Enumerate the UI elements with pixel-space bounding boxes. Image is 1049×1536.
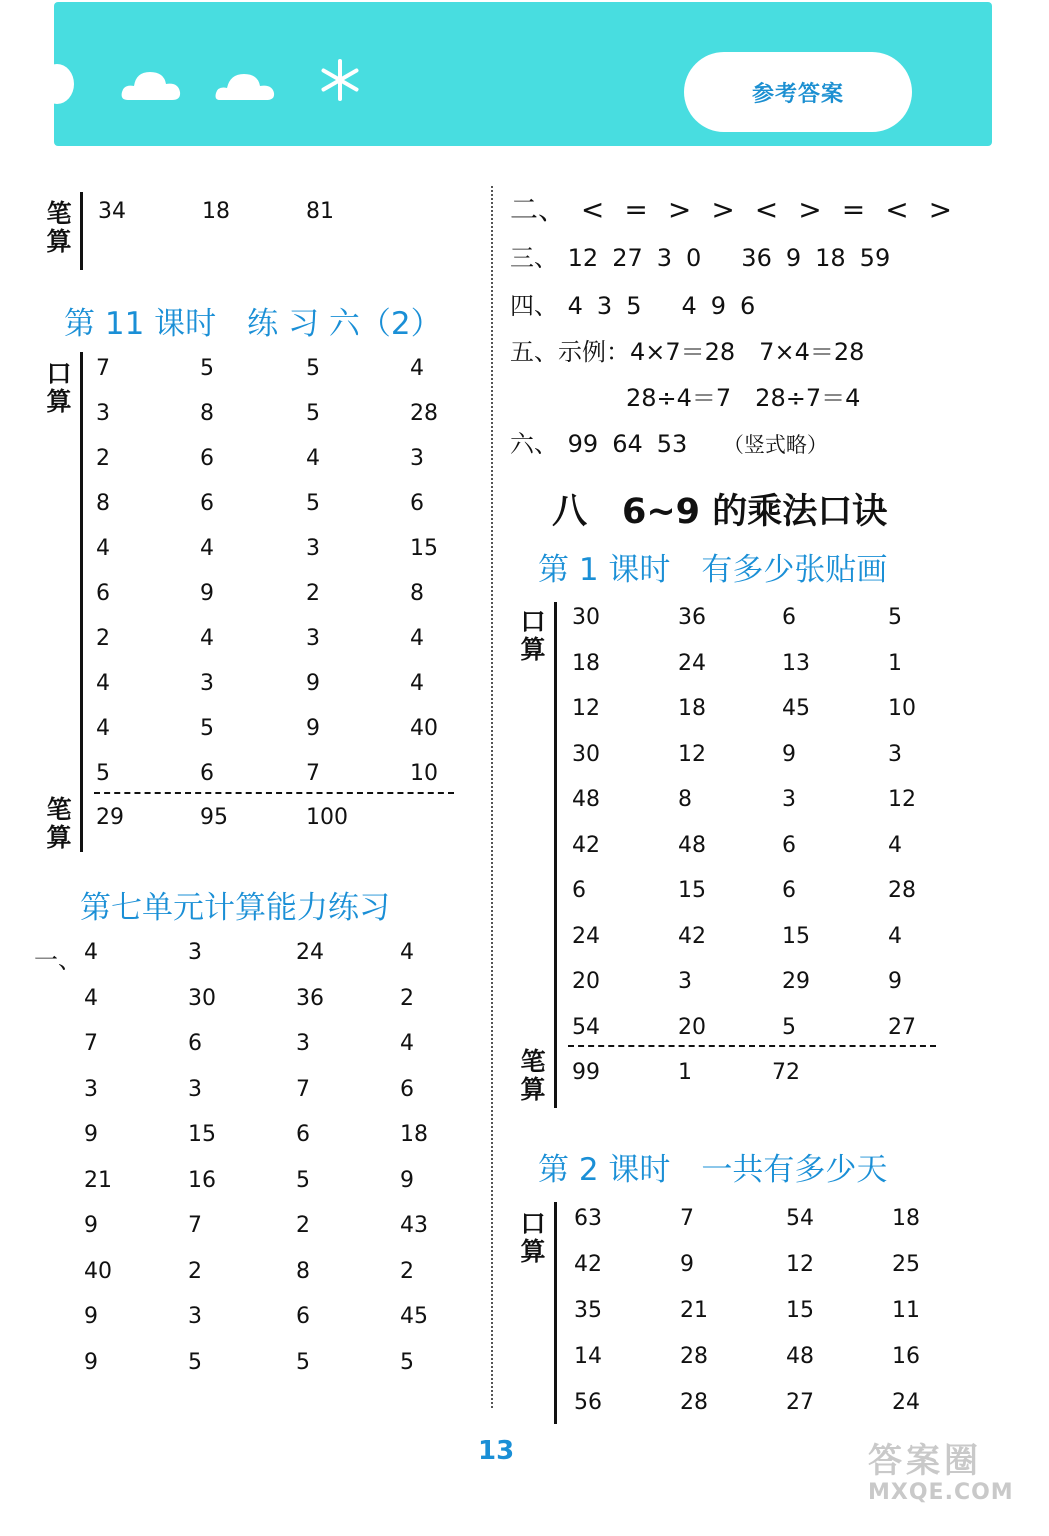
value-cell: 42: [678, 923, 706, 949]
value-cell: 4: [410, 671, 424, 696]
cloud-icon: [212, 66, 278, 106]
value-cell: 21: [680, 1298, 708, 1323]
lesson-2-title: 第 2 课时 一共有多少天: [538, 1152, 888, 1188]
bisuan-label: 笔算: [46, 199, 72, 256]
value-cell: 99: [572, 1060, 600, 1085]
value-cell: 4: [410, 356, 424, 381]
value-cell: 8: [410, 581, 424, 606]
value-cell: 18: [202, 199, 230, 224]
lesson-11-title: 第 11 课时 练 习 六（2）: [64, 306, 442, 342]
value-cell: 5: [188, 1349, 202, 1375]
value-cell: 20: [678, 1014, 706, 1040]
answer-values: [568, 430, 702, 458]
value-cell: 3: [678, 969, 692, 994]
label-bar: [554, 602, 557, 1108]
value-cell: 3: [888, 741, 902, 767]
value-cell: 2: [400, 1258, 414, 1284]
value-cell: 9: [84, 1349, 98, 1375]
value-cell: 10: [888, 696, 916, 721]
value-cell: 27: [786, 1390, 814, 1415]
value-cell: 9: [888, 969, 902, 994]
value-cell: 48: [572, 787, 600, 812]
value-cell: 8: [678, 787, 692, 812]
value-cell: 11: [892, 1298, 920, 1323]
value-cell: 9: [306, 671, 320, 696]
value-cell: 7: [188, 1213, 202, 1238]
answer-item: <: [754, 193, 779, 226]
answer-item: 18: [815, 244, 846, 272]
value-cell: 28: [680, 1390, 708, 1415]
answer-si: [510, 286, 769, 321]
value-cell: 72: [772, 1060, 800, 1085]
page-number: 13: [478, 1436, 515, 1466]
value-cell: 4: [96, 536, 110, 561]
value-cell: 28: [410, 401, 438, 426]
value-cell: 8: [200, 401, 214, 426]
value-cell: 13: [782, 650, 810, 676]
value-cell: 29: [782, 969, 810, 994]
value-cell: 24: [892, 1390, 920, 1415]
value-cell: 30: [572, 605, 600, 630]
answer-item: 3: [596, 292, 613, 320]
value-cell: 3: [296, 1031, 310, 1056]
value-cell: 9: [782, 741, 796, 767]
chapter-title: 八 6~9 的乘法口诀: [552, 492, 888, 532]
value-cell: 8: [96, 491, 110, 516]
answer-values: [568, 244, 891, 272]
banner-notch: [40, 64, 74, 104]
value-cell: 16: [892, 1344, 920, 1369]
value-cell: 18: [572, 650, 600, 676]
value-cell: 4: [400, 940, 414, 965]
value-cell: 4: [888, 923, 902, 949]
value-cell: 30: [572, 741, 600, 767]
value-cell: 4: [400, 1031, 414, 1056]
value-cell: 4: [96, 716, 110, 741]
value-cell: 15: [410, 536, 438, 561]
value-cell: 6: [782, 832, 796, 858]
value-cell: 81: [306, 199, 334, 224]
value-cell: 29: [96, 805, 124, 830]
value-cell: 5: [200, 716, 214, 741]
value-cell: 9: [84, 1213, 98, 1238]
question-prefix: 二、: [510, 193, 567, 226]
value-cell: 3: [188, 1304, 202, 1329]
value-cell: 1: [888, 650, 902, 676]
value-cell: 5: [96, 761, 110, 786]
value-cell: 2: [96, 626, 110, 651]
value-cell: 48: [786, 1344, 814, 1369]
answer-item: 6: [740, 292, 756, 320]
value-cell: 15: [678, 878, 706, 903]
value-cell: 4: [200, 626, 214, 651]
value-cell: 30: [188, 985, 216, 1011]
answer-item: =: [841, 193, 866, 226]
value-cell: 4: [200, 536, 214, 561]
value-cell: 2: [296, 1213, 310, 1238]
label-bar: [80, 352, 83, 852]
value-cell: 5: [306, 491, 320, 516]
value-cell: 42: [572, 832, 600, 858]
value-cell: 35: [574, 1298, 602, 1323]
value-cell: 18: [892, 1206, 920, 1231]
answer-item: 59: [859, 244, 891, 272]
answer-item: >: [711, 193, 735, 226]
value-cell: 3: [84, 1076, 98, 1102]
dashed-separator: [568, 1045, 936, 1047]
value-cell: 7: [84, 1031, 98, 1056]
value-cell: 3: [96, 401, 110, 426]
value-cell: 12: [786, 1252, 814, 1277]
dashed-separator: [94, 792, 454, 794]
answer-item: 64: [612, 430, 643, 458]
value-cell: 7: [306, 761, 320, 786]
watermark-logo: 答案圈 MXQE.COM: [868, 1441, 1014, 1505]
value-cell: 5: [306, 401, 320, 426]
value-cell: 3: [306, 626, 320, 651]
value-cell: 3: [200, 671, 214, 696]
value-cell: 4: [84, 985, 98, 1011]
value-cell: 3: [188, 1076, 202, 1102]
value-cell: 15: [782, 923, 810, 949]
bisuan-label: 笔算: [46, 795, 72, 852]
question-prefix: 四、: [510, 292, 558, 320]
example-line: 示例：4×7＝28 7×4＝28: [558, 338, 865, 366]
value-cell: 6: [572, 878, 586, 903]
value-cell: 9: [306, 716, 320, 741]
value-cell: 12: [888, 787, 916, 812]
answer-item: 0: [686, 244, 702, 272]
value-cell: 9: [200, 581, 214, 606]
answer-item: 4: [567, 292, 583, 320]
value-cell: 7: [96, 356, 110, 381]
value-cell: 6: [296, 1304, 310, 1329]
answer-item: =: [624, 193, 648, 226]
answer-san: [510, 238, 904, 273]
bisuan-label: 笔算: [520, 1047, 546, 1104]
value-cell: 2: [188, 1258, 202, 1284]
value-cell: 24: [296, 940, 324, 965]
bisuan-row: [0, 1060, 1000, 1100]
value-cell: 54: [786, 1206, 814, 1231]
value-cell: 6: [96, 581, 110, 606]
value-cell: 5: [888, 605, 902, 630]
value-cell: 6: [200, 446, 214, 471]
answer-item: 12: [567, 244, 599, 272]
label-bar: [554, 1202, 557, 1424]
value-cell: 4: [96, 671, 110, 696]
value-cell: 43: [400, 1213, 428, 1238]
value-cell: 4: [410, 626, 424, 651]
column-divider: [491, 186, 493, 1408]
value-cell: 6: [200, 491, 214, 516]
value-cell: 7: [680, 1206, 694, 1231]
question-prefix: 六、: [510, 430, 558, 458]
value-cell: 100: [306, 805, 348, 830]
value-cell: 2: [400, 985, 414, 1011]
value-cell: 54: [572, 1014, 600, 1040]
answer-item: 5: [626, 292, 642, 320]
value-cell: 27: [888, 1014, 916, 1040]
value-cell: 56: [574, 1390, 602, 1415]
value-cell: 36: [296, 985, 324, 1011]
value-cell: 9: [84, 1122, 98, 1147]
answer-liu: [510, 424, 842, 459]
value-cell: 15: [188, 1122, 216, 1147]
value-cell: 45: [782, 696, 810, 721]
answer-note: （竖式略）: [722, 433, 828, 457]
value-cell: 9: [400, 1167, 414, 1193]
value-cell: 4: [84, 940, 98, 965]
bisuan-row: [0, 805, 480, 845]
value-cell: 48: [678, 832, 706, 858]
value-cell: 45: [400, 1304, 428, 1329]
value-cell: 5: [306, 356, 320, 381]
value-cell: 36: [678, 605, 706, 630]
value-cell: 3: [188, 940, 202, 965]
value-cell: 5: [400, 1349, 414, 1375]
value-cell: 40: [410, 716, 438, 741]
value-cell: 28: [680, 1344, 708, 1369]
answer-item: <: [580, 193, 605, 226]
value-cell: 10: [410, 761, 438, 786]
value-cell: 63: [574, 1206, 602, 1231]
value-cell: 12: [678, 741, 706, 767]
answer-item: 9: [785, 244, 802, 272]
answer-item: <: [885, 193, 909, 226]
value-cell: 5: [296, 1349, 310, 1375]
value-cell: 25: [892, 1252, 920, 1277]
question-prefix: 五、: [510, 338, 558, 366]
value-cell: 18: [678, 696, 706, 721]
answer-er: [510, 188, 986, 228]
value-cell: 12: [572, 696, 600, 721]
value-cell: 40: [84, 1258, 112, 1284]
value-cell: 3: [782, 787, 796, 812]
value-cell: 4: [306, 446, 320, 471]
value-cell: 3: [306, 536, 320, 561]
value-cell: 28: [888, 878, 916, 903]
value-cell: 18: [400, 1122, 428, 1147]
answer-item: 27: [612, 244, 643, 272]
value-cell: 4: [888, 832, 902, 858]
value-cell: 9: [84, 1304, 98, 1329]
answer-item: 36: [741, 244, 772, 272]
value-cell: 6: [400, 1076, 414, 1102]
answer-item: >: [928, 193, 953, 226]
answer-item: >: [798, 193, 822, 226]
answer-key-badge: 参考答案: [684, 52, 912, 132]
kousuan-label: 口算: [520, 1209, 546, 1266]
value-cell: 6: [782, 878, 796, 903]
value-cell: 9: [680, 1252, 694, 1277]
value-cell: 6: [410, 491, 424, 516]
value-cell: 34: [98, 199, 126, 224]
value-cell: 16: [188, 1167, 216, 1193]
value-cell: 95: [200, 805, 228, 830]
snowflake-icon: [318, 58, 362, 102]
value-cell: 24: [572, 923, 600, 949]
answer-item: 99: [567, 430, 599, 458]
comparison-answers: [581, 193, 972, 226]
unit-7-title: 第七单元计算能力练习: [80, 890, 390, 926]
answer-item: 4: [681, 292, 697, 320]
kousuan-label: 口算: [520, 607, 546, 664]
cloud-icon: [118, 62, 184, 106]
kousuan-label: 口算: [46, 359, 72, 416]
answer-item: 3: [656, 244, 673, 272]
answer-item: 9: [710, 292, 727, 320]
answer-item: >: [667, 193, 692, 226]
bisuan-row: [0, 199, 480, 239]
value-cell: 5: [200, 356, 214, 381]
answer-values: [568, 292, 756, 320]
value-cell: 6: [782, 605, 796, 630]
value-cell: 3: [410, 446, 424, 471]
question-prefix: 三、: [510, 244, 558, 272]
value-cell: 6: [200, 761, 214, 786]
value-cell: 2: [306, 581, 320, 606]
answer-wu: [510, 332, 878, 367]
lesson-1-title: 第 1 课时 有多少张贴画: [538, 552, 888, 588]
value-cell: 1: [678, 1060, 692, 1085]
value-cell: 7: [296, 1076, 310, 1102]
value-cell: 5: [782, 1014, 796, 1040]
question-prefix: 一、: [34, 946, 82, 974]
answer-item: 53: [656, 430, 688, 458]
value-cell: 8: [296, 1258, 310, 1284]
value-cell: 2: [96, 446, 110, 471]
value-cell: 14: [574, 1344, 602, 1369]
value-cell: 24: [678, 650, 706, 676]
answer-wu-line2: 28÷4＝7 28÷7＝4: [626, 384, 861, 412]
value-cell: 20: [572, 969, 600, 994]
value-cell: 42: [574, 1252, 602, 1277]
value-cell: 5: [296, 1167, 310, 1193]
value-cell: 15: [786, 1298, 814, 1323]
value-cell: 21: [84, 1167, 112, 1193]
value-cell: 6: [188, 1031, 202, 1056]
value-cell: 6: [296, 1122, 310, 1147]
